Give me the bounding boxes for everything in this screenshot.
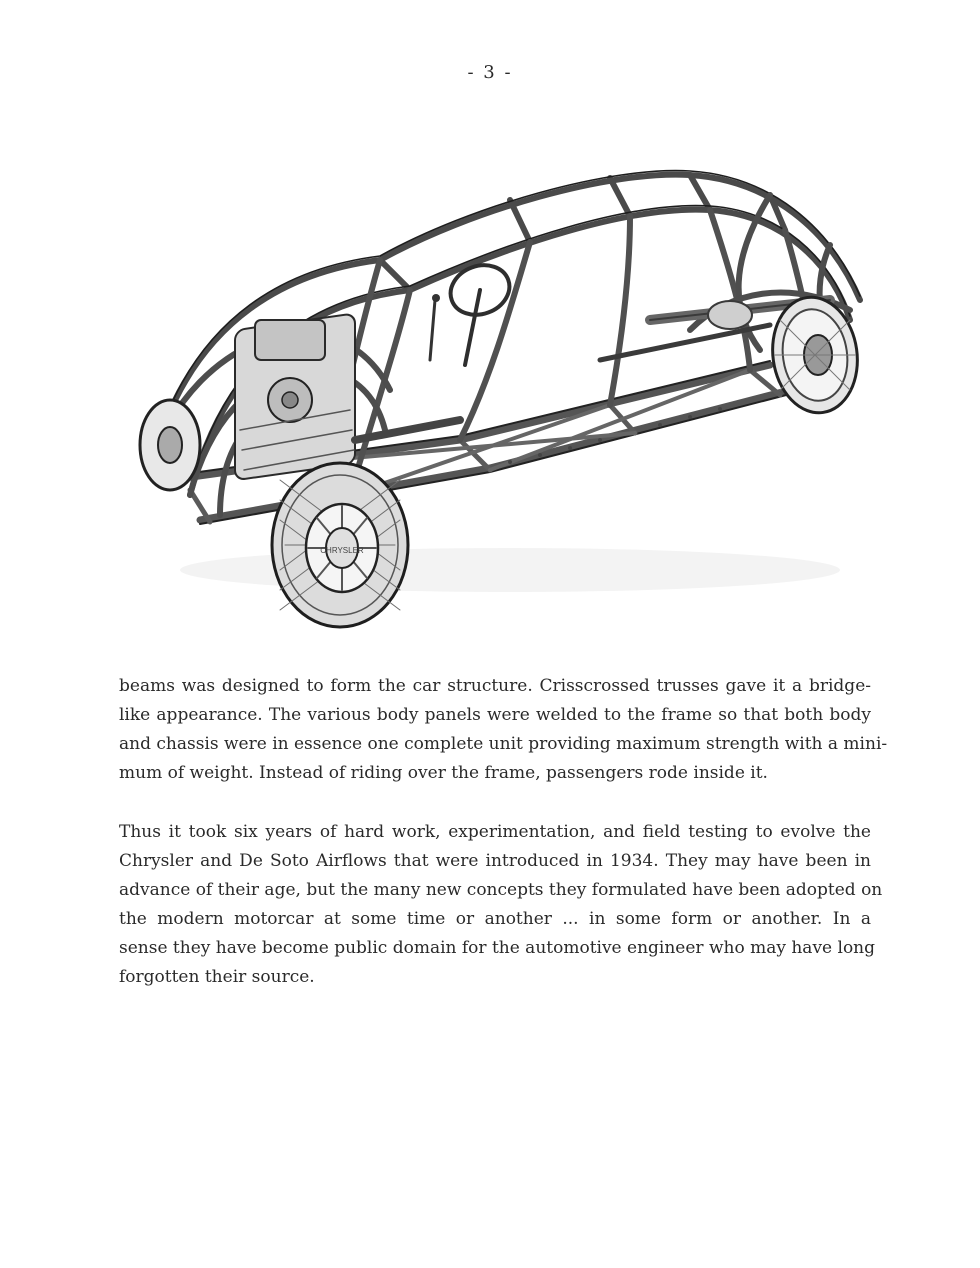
paragraph-line: sense they have become public domain for the automotive engineer who may have long xyxy=(119,938,876,958)
paragraph-2 xyxy=(119,818,883,992)
paragraph-line: the modern motorcar at some time or another ... in some form or another. In a xyxy=(119,909,871,929)
paragraph-line: advance of their age, but the many new concepts they formulated have been adopted on xyxy=(119,880,883,900)
paragraph-1 xyxy=(119,672,888,788)
paragraph-line: beams was designed to form the car structure. Crisscrossed trusses gave it a bridge- xyxy=(119,676,871,696)
paragraph-line: mum of weight. Instead of riding over the frame, passengers rode inside it. xyxy=(119,763,768,783)
page-number: - 3 - xyxy=(467,62,513,83)
wheel-hub-badge: CHRYSLER xyxy=(320,546,364,555)
paragraph-line: Chrysler and De Soto Airflows that were introduced in 1934. They may have been in xyxy=(119,851,871,871)
paragraph-line: forgotten their source. xyxy=(119,967,315,987)
paragraph-line: like appearance. The various body panels were welded to the frame so that both body xyxy=(119,705,871,725)
car-frame-illustration xyxy=(130,150,880,640)
paragraph-line: and chassis were in essence one complete unit providing maximum strength with a mini- xyxy=(119,734,888,754)
paragraph-line: Thus it took six years of hard work, experimentation, and field testing to evolve the xyxy=(119,822,871,842)
